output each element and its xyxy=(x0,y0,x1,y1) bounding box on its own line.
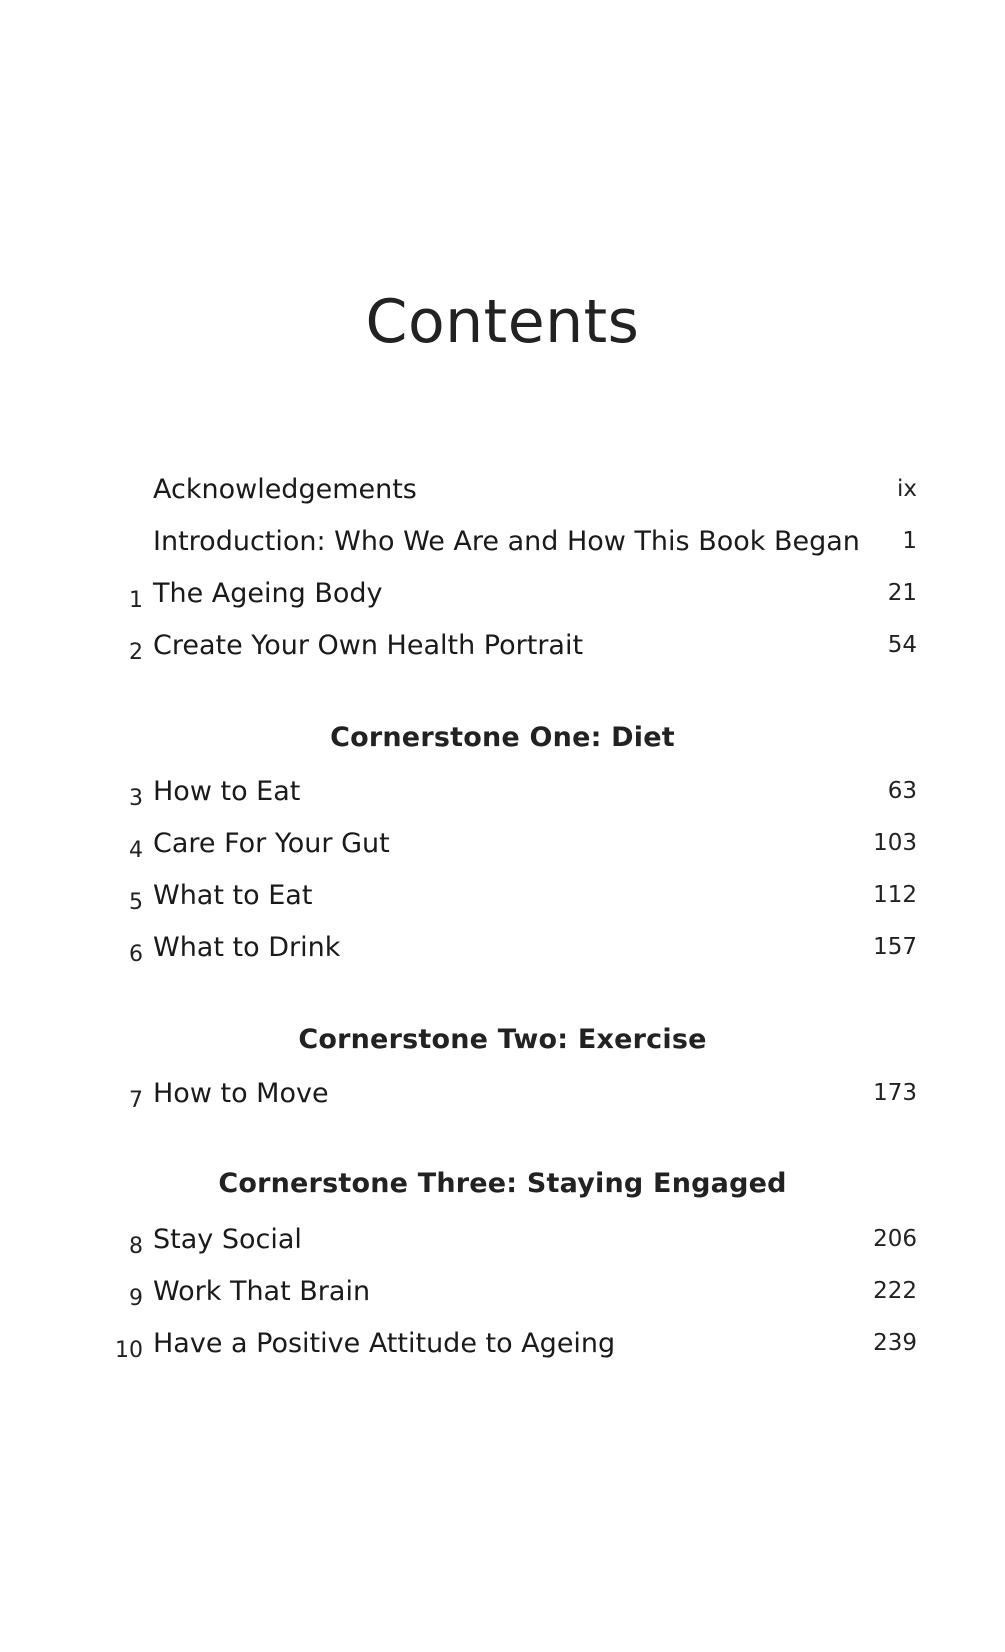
toc-entry-chapter-1[interactable] xyxy=(105,578,917,618)
toc-entry-number: 9 xyxy=(129,1286,143,1311)
toc-entry-title: Acknowledgements xyxy=(153,474,417,505)
toc-entry-number: 1 xyxy=(129,588,143,613)
toc-entry-number: 10 xyxy=(115,1338,143,1363)
toc-entry-acknowledgements[interactable] xyxy=(105,474,917,514)
toc-entry-page: 173 xyxy=(873,1080,917,1106)
toc-entry-chapter-6[interactable] xyxy=(105,932,917,972)
toc-entry-page: 21 xyxy=(887,580,917,606)
toc-entry-page: 222 xyxy=(873,1278,917,1304)
toc-entry-chapter-7[interactable] xyxy=(105,1078,917,1118)
toc-entry-number: 5 xyxy=(129,890,143,915)
toc-entry-title: How to Move xyxy=(153,1078,329,1109)
toc-entry-title: Work That Brain xyxy=(153,1276,371,1307)
toc-entry-chapter-5[interactable] xyxy=(105,880,917,920)
page-title: Contents xyxy=(365,287,640,358)
section-heading-cornerstone-three: Cornerstone Three: Staying Engaged xyxy=(218,1168,787,1199)
toc-entry-title: How to Eat xyxy=(153,776,301,807)
toc-entry-page: 112 xyxy=(873,882,917,908)
toc-entry-number: 2 xyxy=(129,640,143,665)
toc-entry-page: 206 xyxy=(873,1226,917,1252)
toc-entry-title: What to Eat xyxy=(153,880,313,911)
toc-entry-chapter-10[interactable] xyxy=(105,1328,917,1368)
toc-entry-chapter-4[interactable] xyxy=(105,828,917,868)
toc-entry-page: 1 xyxy=(902,528,917,554)
toc-entry-chapter-9[interactable] xyxy=(105,1276,917,1316)
section-heading-cornerstone-two: Cornerstone Two: Exercise xyxy=(298,1024,707,1055)
toc-entry-title: Introduction: Who We Are and How This Book Began xyxy=(153,526,860,557)
toc-entry-title: The Ageing Body xyxy=(153,578,383,609)
toc-entry-title: What to Drink xyxy=(153,932,341,963)
toc-entry-chapter-2[interactable] xyxy=(105,630,917,670)
toc-entry-number: 3 xyxy=(129,786,143,811)
toc-entry-title: Care For Your Gut xyxy=(153,828,390,859)
toc-entry-page: 239 xyxy=(873,1330,917,1356)
toc-entry-page: 157 xyxy=(873,934,917,960)
toc-entry-page: 54 xyxy=(887,632,917,658)
section-heading-cornerstone-one: Cornerstone One: Diet xyxy=(330,722,675,753)
toc-entry-number: 4 xyxy=(129,838,143,863)
toc-entry-page: 103 xyxy=(873,830,917,856)
toc-entry-page: 63 xyxy=(887,778,917,804)
toc-entry-number: 7 xyxy=(129,1088,143,1113)
toc-entry-title: Stay Social xyxy=(153,1224,302,1255)
toc-entry-chapter-8[interactable] xyxy=(105,1224,917,1264)
toc-entry-number: 8 xyxy=(129,1234,143,1259)
toc-entry-title: Create Your Own Health Portrait xyxy=(153,630,584,661)
toc-entry-title: Have a Positive Attitude to Ageing xyxy=(153,1328,616,1359)
toc-entry-number: 6 xyxy=(129,942,143,967)
toc-entry-page: ix xyxy=(896,476,917,502)
toc-entry-chapter-3[interactable] xyxy=(105,776,917,816)
toc-entry-introduction[interactable] xyxy=(105,526,917,566)
